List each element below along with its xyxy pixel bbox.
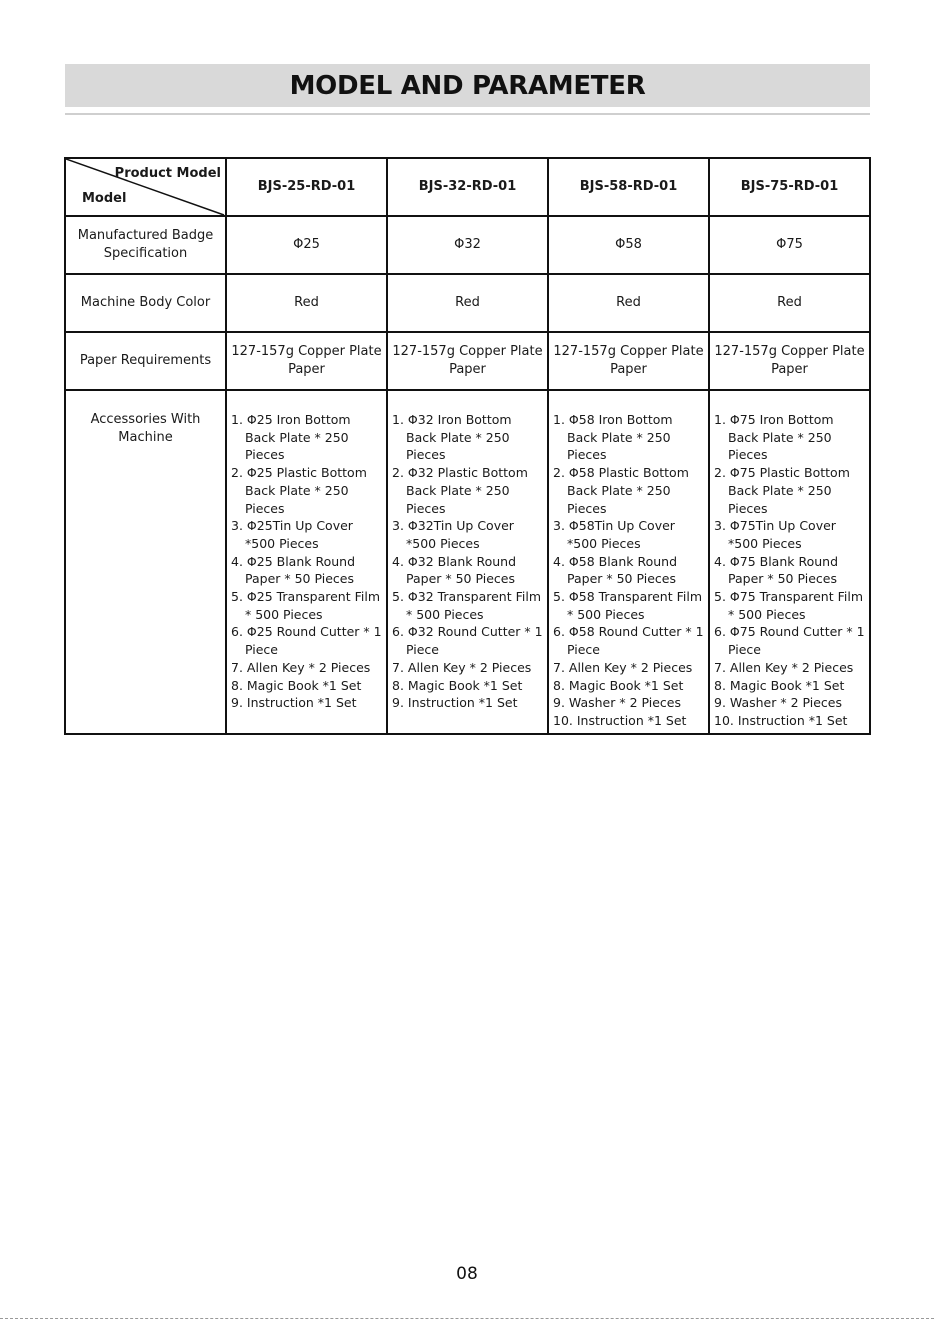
model-header: BJS-32-RD-01 [387,158,548,216]
accessories-cell [226,390,387,734]
accessory-item: 6. Φ58 Round Cutter * 1 Piece [553,624,704,658]
spec-value: Φ75 [709,216,870,274]
spec-row [65,216,870,274]
header-row [65,158,870,216]
corner-label-product-model: Product Model [114,166,221,181]
paper-value: 127-157g Copper Plate Paper [226,332,387,390]
paper-value: 127-157g Copper Plate Paper [709,332,870,390]
paper-row [65,332,870,390]
spec-value: Φ58 [548,216,709,274]
accessory-item: 9. Instruction *1 Set [231,695,357,711]
title-divider [65,113,870,115]
spec-value: Φ25 [226,216,387,274]
color-row [65,274,870,332]
accessories-list [553,391,704,730]
accessory-item: 8. Magic Book *1 Set [553,677,684,693]
accessory-item: 3. Φ75Tin Up Cover *500 Pieces [714,518,836,551]
title-bar [65,64,870,107]
row-label-paper: Paper Requirements [65,332,226,390]
color-value: Red [387,274,548,332]
color-value: Red [226,274,387,332]
accessory-item: 10. Instruction *1 Set [714,712,848,728]
model-header: BJS-58-RD-01 [548,158,709,216]
accessories-cell [387,390,548,734]
accessory-item: 4. Φ32 Blank Round Paper * 50 Pieces [392,553,517,587]
accessory-item: 3. Φ58Tin Up Cover *500 Pieces [553,518,675,551]
paper-value: 127-157g Copper Plate Paper [548,332,709,390]
accessories-list [714,391,865,730]
accessory-item: 2. Φ58 Plastic Bottom Back Plate * 250 Pieces [553,465,689,516]
accessory-item: 2. Φ25 Plastic Bottom Back Plate * 250 Pieces [231,465,367,516]
accessory-item: 5. Φ32 Transparent Film * 500 Pieces [392,589,541,622]
accessory-item: 4. Φ75 Blank Round Paper * 50 Pieces [714,553,839,587]
accessory-item: 6. Φ25 Round Cutter * 1 Piece [231,624,382,658]
corner-cell [65,158,226,216]
accessory-item: 7. Allen Key * 2 Pieces [553,659,693,675]
accessory-item: 7. Allen Key * 2 Pieces [392,659,532,675]
accessory-item: 2. Φ75 Plastic Bottom Back Plate * 250 Pieces [714,465,850,516]
accessories-cell [709,390,870,734]
accessories-list [392,391,543,712]
color-value: Red [548,274,709,332]
accessory-item: 5. Φ75 Transparent Film * 500 Pieces [714,589,863,622]
row-label-accessories: Accessories With Machine [65,390,226,734]
parameter-table [64,157,871,735]
accessory-item: 1. Φ32 Iron Bottom Back Plate * 250 Pieces [392,412,512,463]
accessories-row [65,390,870,734]
accessory-item: 5. Φ25 Transparent Film * 500 Pieces [231,589,380,622]
accessory-item: 9. Washer * 2 Pieces [553,695,682,711]
row-label-color: Machine Body Color [65,274,226,332]
accessory-item: 9. Washer * 2 Pieces [714,695,843,711]
accessory-item: 6. Φ75 Round Cutter * 1 Piece [714,624,865,658]
corner-label-model: Model [82,191,127,206]
accessory-item: 4. Φ25 Blank Round Paper * 50 Pieces [231,553,356,587]
model-header: BJS-25-RD-01 [226,158,387,216]
model-header: BJS-75-RD-01 [709,158,870,216]
accessory-item: 7. Allen Key * 2 Pieces [231,659,371,675]
accessories-cell [548,390,709,734]
page-title: MODEL AND PARAMETER [289,70,646,101]
accessory-item: 1. Φ58 Iron Bottom Back Plate * 250 Pieces [553,412,673,463]
accessory-item: 4. Φ58 Blank Round Paper * 50 Pieces [553,553,678,587]
accessory-item: 10. Instruction *1 Set [553,712,687,728]
page-number: 08 [456,1264,478,1284]
accessory-item: 1. Φ25 Iron Bottom Back Plate * 250 Pieces [231,412,351,463]
color-value: Red [709,274,870,332]
accessory-item: 1. Φ75 Iron Bottom Back Plate * 250 Pieces [714,412,834,463]
accessory-item: 8. Magic Book *1 Set [714,677,845,693]
accessories-list [231,391,382,712]
accessory-item: 8. Magic Book *1 Set [231,677,362,693]
accessory-item: 3. Φ32Tin Up Cover *500 Pieces [392,518,514,551]
accessory-item: 6. Φ32 Round Cutter * 1 Piece [392,624,543,658]
accessory-item: 3. Φ25Tin Up Cover *500 Pieces [231,518,353,551]
paper-value: 127-157g Copper Plate Paper [387,332,548,390]
accessory-item: 5. Φ58 Transparent Film * 500 Pieces [553,589,702,622]
accessory-item: 9. Instruction *1 Set [392,695,518,711]
bottom-divider [0,1318,934,1319]
spec-value: Φ32 [387,216,548,274]
row-label-spec: Manufactured Badge Specification [65,216,226,274]
accessory-item: 2. Φ32 Plastic Bottom Back Plate * 250 Pieces [392,465,528,516]
accessory-item: 7. Allen Key * 2 Pieces [714,659,854,675]
accessory-item: 8. Magic Book *1 Set [392,677,523,693]
